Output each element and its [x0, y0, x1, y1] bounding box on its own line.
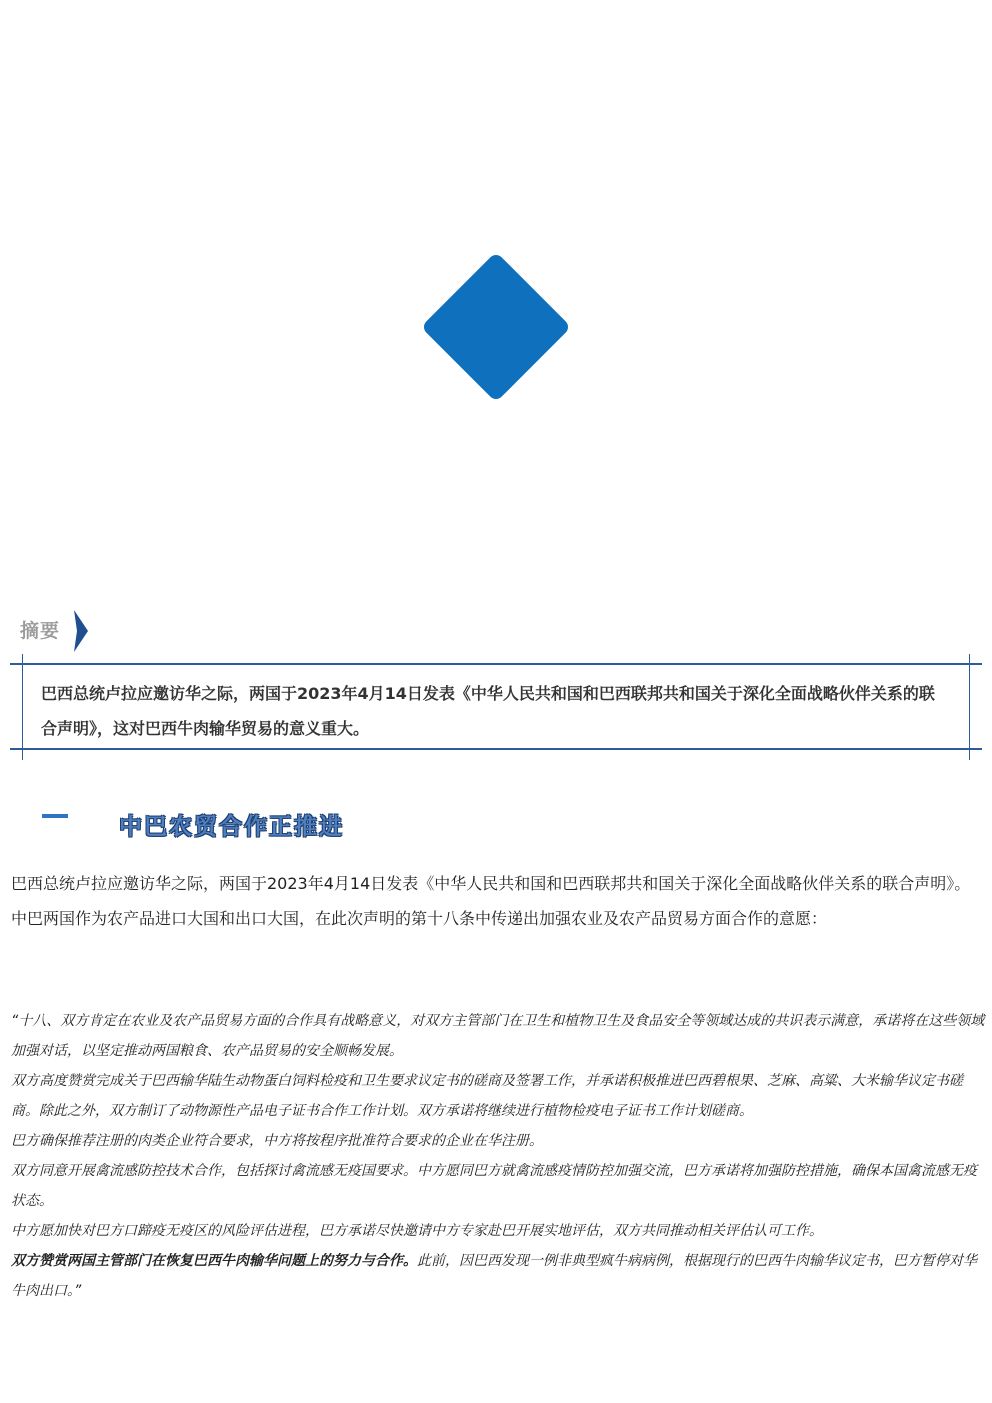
abstract-label: 摘要: [20, 620, 61, 642]
quote-text: 此前，因巴西发现一例非典型疯牛病病例，根据现行的巴西牛肉输华议定书，巴方暂停对华牛肉出口。”: [11, 1253, 977, 1299]
summary-box-left-border: [22, 654, 23, 760]
blue-diamond-icon: [424, 255, 568, 399]
chevron-right-icon: [74, 610, 88, 652]
section-number-dash: [42, 814, 68, 818]
summary-box-bottom-border: [10, 748, 982, 750]
summary-box-top-border: [10, 663, 982, 665]
quote-paragraph: 双方高度赞赏完成关于巴西输华陆生动物蛋白饲料检疫和卫生要求议定书的磋商及签署工作，并承诺积极推进巴西碧根果、芝麻、高粱、大米输华议定书磋商。除此之外，双方制订了动物源性产品电子证书合作工作计划。双方承诺将继续进行植物检疫电子证书工作计划磋商。: [11, 1073, 963, 1119]
body-paragraph: 巴西总统卢拉应邀访华之际，两国于2023年4月14日发表《中华人民共和国和巴西联邦共和国关于深化全面战略伙伴关系的联合声明》。中巴两国作为农产品进口大国和出口大国，在此次声明的第十八条中传递出加强农业及农产品贸易方面合作的意愿：: [11, 874, 971, 928]
logo: [424, 255, 568, 399]
quote-paragraph: 巴方确保推荐注册的肉类企业符合要求，中方将按程序批准符合要求的企业在华注册。: [11, 1133, 543, 1149]
quote-bold-sentence: 双方赞赏两国主管部门在恢复巴西牛肉输华问题上的努力与合作。: [11, 1253, 417, 1269]
summary-box-right-border: [969, 654, 970, 760]
section-title: 中巴农贸合作正推进: [119, 814, 344, 840]
quote-block: [11, 1006, 986, 1306]
quote-paragraph: [11, 1246, 986, 1306]
summary-text: 巴西总统卢拉应邀访华之际，两国于2023年4月14日发表《中华人民共和国和巴西联邦共和国关于深化全面战略伙伴关系的联合声明》，这对巴西牛肉输华贸易的意义重大。: [41, 684, 935, 738]
quote-paragraph: 中方愿加快对巴方口蹄疫无疫区的风险评估进程，巴方承诺尽快邀请中方专家赴巴开展实地评估，双方共同推动相关评估认可工作。: [11, 1223, 823, 1239]
quote-paragraph: “十八、双方肯定在农业及农产品贸易方面的合作具有战略意义，对双方主管部门在卫生和植物卫生及食品安全等领域达成的共识表示满意，承诺将在这些领域加强对话，以坚定推动两国粮食、农产品贸易的安全顺畅发展。: [11, 1013, 985, 1059]
quote-paragraph: 双方同意开展禽流感防控技术合作，包括探讨禽流感无疫国要求。中方愿同巴方就禽流感疫情防控加强交流，巴方承诺将加强防控措施，确保本国禽流感无疫状态。: [11, 1163, 977, 1209]
